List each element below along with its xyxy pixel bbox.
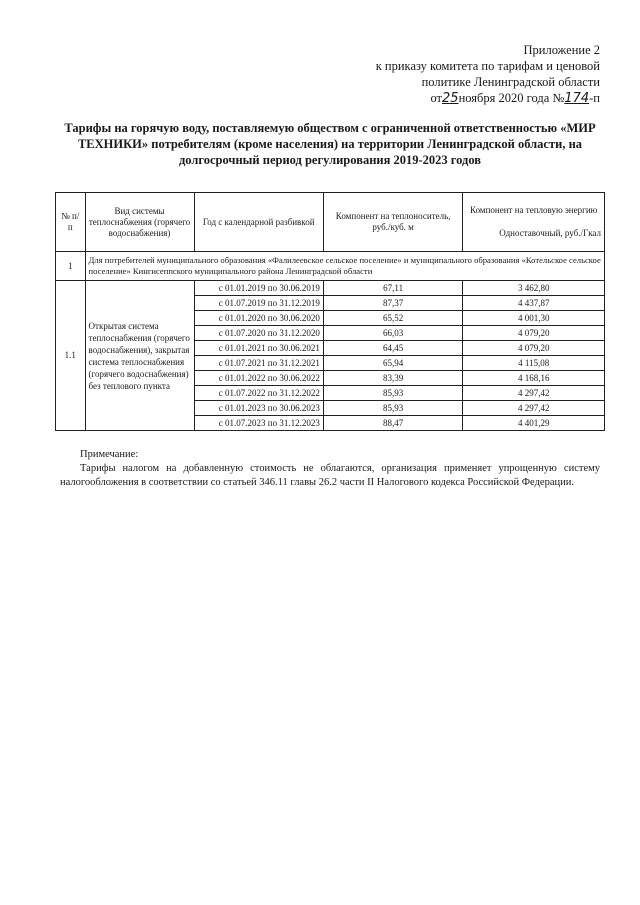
table-row-consumers: [56, 252, 605, 281]
header-energy-bottom: Одноставочный, руб./Гкал: [499, 228, 601, 238]
note-section: [60, 448, 600, 490]
heat-carrier-cell: 65,94: [323, 356, 463, 371]
header-period: Год с календарной разбивкой: [194, 193, 323, 252]
handwritten-day: 25: [442, 91, 459, 106]
period-cell: с 01.01.2023 по 30.06.2023: [194, 401, 323, 416]
table-header-row: [56, 193, 605, 252]
handwritten-number: 174: [564, 91, 590, 106]
header-system: Вид системы теплоснабжения (горячего водоснабжения): [85, 193, 194, 252]
energy-cell: 4 115,08: [463, 356, 605, 371]
heat-carrier-cell: 66,03: [323, 326, 463, 341]
energy-cell: 4 079,20: [463, 341, 605, 356]
note-heading: Примечание:: [80, 449, 139, 460]
period-cell: с 01.07.2021 по 31.12.2021: [194, 356, 323, 371]
heat-carrier-cell: 85,93: [323, 401, 463, 416]
date-middle: ноября 2020 года №: [458, 91, 565, 105]
energy-cell: 4 401,29: [463, 416, 605, 431]
energy-cell: 4 297,42: [463, 401, 605, 416]
energy-cell: 4 168,16: [463, 371, 605, 386]
heat-carrier-cell: 67,11: [323, 281, 463, 296]
note-text: Тарифы налогом на добавленную стоимость не облагаются, организация применяет упрощенную систему налогообложения в соответствии со статьей 346.11 главы 26.2 части II Налогового кодекса Российской Федерации.: [60, 463, 600, 488]
period-cell: с 01.07.2023 по 31.12.2023: [194, 416, 323, 431]
period-cell: с 01.01.2022 по 30.06.2022: [194, 371, 323, 386]
header-num: № п/п: [56, 193, 86, 252]
document-title: Тарифы на горячую воду, поставляемую обществом с ограниченной ответственностью «МИР ТЕХНИКИ» потребителям (кроме населения) на территории Ленинградской области, на долгосрочный период регулирования 2019-2023 годов: [64, 121, 596, 167]
header-energy-top: Компонент на тепловую энергию: [470, 205, 598, 215]
period-cell: с 01.07.2020 по 31.12.2020: [194, 326, 323, 341]
appendix-header: [300, 42, 600, 107]
appendix-title: Приложение 2: [523, 43, 600, 57]
heat-carrier-cell: 88,47: [323, 416, 463, 431]
heat-carrier-cell: 85,93: [323, 386, 463, 401]
date-suffix: -п: [589, 91, 600, 105]
energy-cell: 4 001,30: [463, 311, 605, 326]
heat-carrier-cell: 87,37: [323, 296, 463, 311]
period-cell: с 01.07.2019 по 31.12.2019: [194, 296, 323, 311]
appendix-date-line: [300, 90, 600, 107]
header-heat-carrier: Компонент на теплоноситель, руб./куб. м: [323, 193, 463, 252]
period-cell: с 01.01.2019 по 30.06.2019: [194, 281, 323, 296]
energy-cell: 4 297,42: [463, 386, 605, 401]
appendix-committee-line: политике Ленинградской области: [421, 75, 600, 89]
heat-carrier-cell: 83,39: [323, 371, 463, 386]
header-energy: [463, 193, 605, 252]
heat-carrier-cell: 65,52: [323, 311, 463, 326]
energy-cell: 3 462,80: [463, 281, 605, 296]
table-row: [56, 281, 605, 296]
appendix-order-line: к приказу комитета по тарифам и ценовой: [375, 59, 600, 73]
energy-cell: 4 437,87: [463, 296, 605, 311]
tariff-table: [55, 192, 605, 431]
date-prefix: от: [430, 91, 443, 105]
group-system: Открытая система теплоснабжения (горячего водоснабжения), закрытая система теплоснабжения (горячего водоснабжения) без теплового пункта: [85, 281, 194, 431]
period-cell: с 01.01.2021 по 30.06.2021: [194, 341, 323, 356]
row1-description: Для потребителей муниципального образования «Фалилеевское сельское поселение» и муниципального образования «Котельское сельское поселение» Кингисеппского муниципального района Ленинградской области: [85, 252, 604, 281]
row1-num: 1: [56, 252, 86, 281]
energy-cell: 4 079,20: [463, 326, 605, 341]
heat-carrier-cell: 64,45: [323, 341, 463, 356]
period-cell: с 01.01.2020 по 30.06.2020: [194, 311, 323, 326]
period-cell: с 01.07.2022 по 31.12.2022: [194, 386, 323, 401]
group-num: 1.1: [56, 281, 86, 431]
